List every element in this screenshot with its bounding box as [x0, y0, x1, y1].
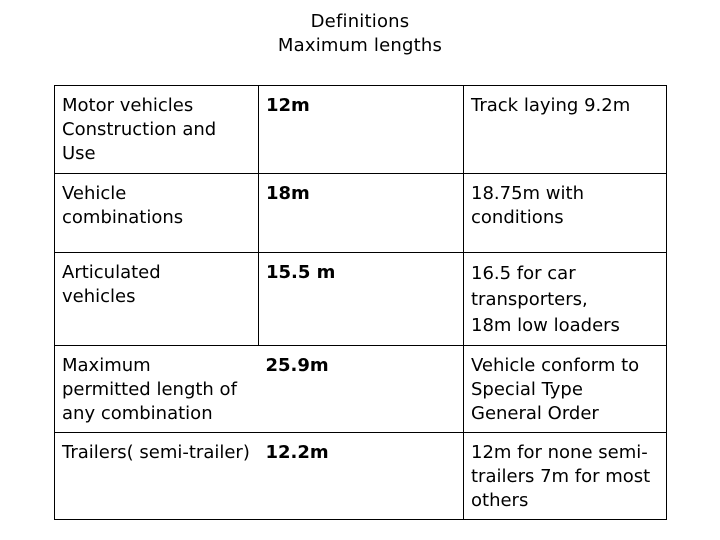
- row-note-line: 12m for none semi-: [471, 442, 648, 463]
- row-note: [464, 174, 667, 253]
- row-label: [55, 433, 259, 520]
- row-note-line: transporters,: [471, 289, 588, 310]
- row-label-line: vehicles: [62, 286, 136, 307]
- row-label-line: Motor vehicles: [62, 95, 194, 116]
- row-label: [55, 253, 259, 346]
- row-label-line: any combination: [62, 403, 213, 424]
- table-row-trailers: [55, 433, 667, 520]
- row-note: [464, 86, 667, 174]
- slide-title: [0, 10, 720, 58]
- row-length-value: [259, 346, 464, 433]
- row-label-line: Vehicle: [62, 183, 127, 204]
- table-row-maximum-permitted: [55, 346, 667, 433]
- row-note-line: others: [471, 490, 529, 511]
- row-label-line: permitted length of: [62, 379, 237, 400]
- row-label-line: Articulated: [62, 262, 161, 283]
- row-label-line: Construction and: [62, 119, 217, 140]
- row-note-line: General Order: [471, 403, 599, 424]
- row-note: [464, 433, 667, 520]
- row-note-line: Track laying 9.2m: [471, 95, 631, 116]
- title-line-maximum-lengths: Maximum lengths: [277, 35, 443, 56]
- row-length-value: [259, 253, 464, 346]
- row-note-line: conditions: [471, 207, 564, 228]
- table-row-vehicle-combinations: [55, 174, 667, 253]
- row-note-line: 16.5 for car: [471, 263, 576, 284]
- row-label: [55, 346, 259, 433]
- row-note-line: Special Type: [471, 379, 583, 400]
- row-length-text: 12.2m: [265, 442, 329, 463]
- title-line-definitions: Definitions: [310, 11, 410, 32]
- row-note-line: 18m low loaders: [471, 315, 620, 336]
- row-length-value: [259, 433, 464, 520]
- table-row-articulated-vehicles: [55, 253, 667, 346]
- row-label-line: Maximum: [62, 355, 151, 376]
- row-length-text: 25.9m: [265, 355, 329, 376]
- row-length-text: 15.5 m: [266, 262, 336, 283]
- table-row-motor-vehicles: [55, 86, 667, 174]
- row-label-line: Trailers( semi-trailer): [62, 442, 250, 463]
- row-label-line: combinations: [62, 207, 184, 228]
- row-note: [464, 253, 667, 346]
- maximum-lengths-table: [54, 85, 667, 520]
- row-note: [464, 346, 667, 433]
- row-label: [55, 174, 259, 253]
- row-label: [55, 86, 259, 174]
- row-note-line: 18.75m with: [471, 183, 584, 204]
- row-length-value: [259, 86, 464, 174]
- row-length-text: 18m: [266, 183, 310, 204]
- row-length-value: [259, 174, 464, 253]
- row-label-line: Use: [62, 143, 96, 164]
- row-note-line: trailers 7m for most: [471, 466, 651, 487]
- row-length-text: 12m: [266, 95, 310, 116]
- row-note-line: Vehicle conform to: [471, 355, 640, 376]
